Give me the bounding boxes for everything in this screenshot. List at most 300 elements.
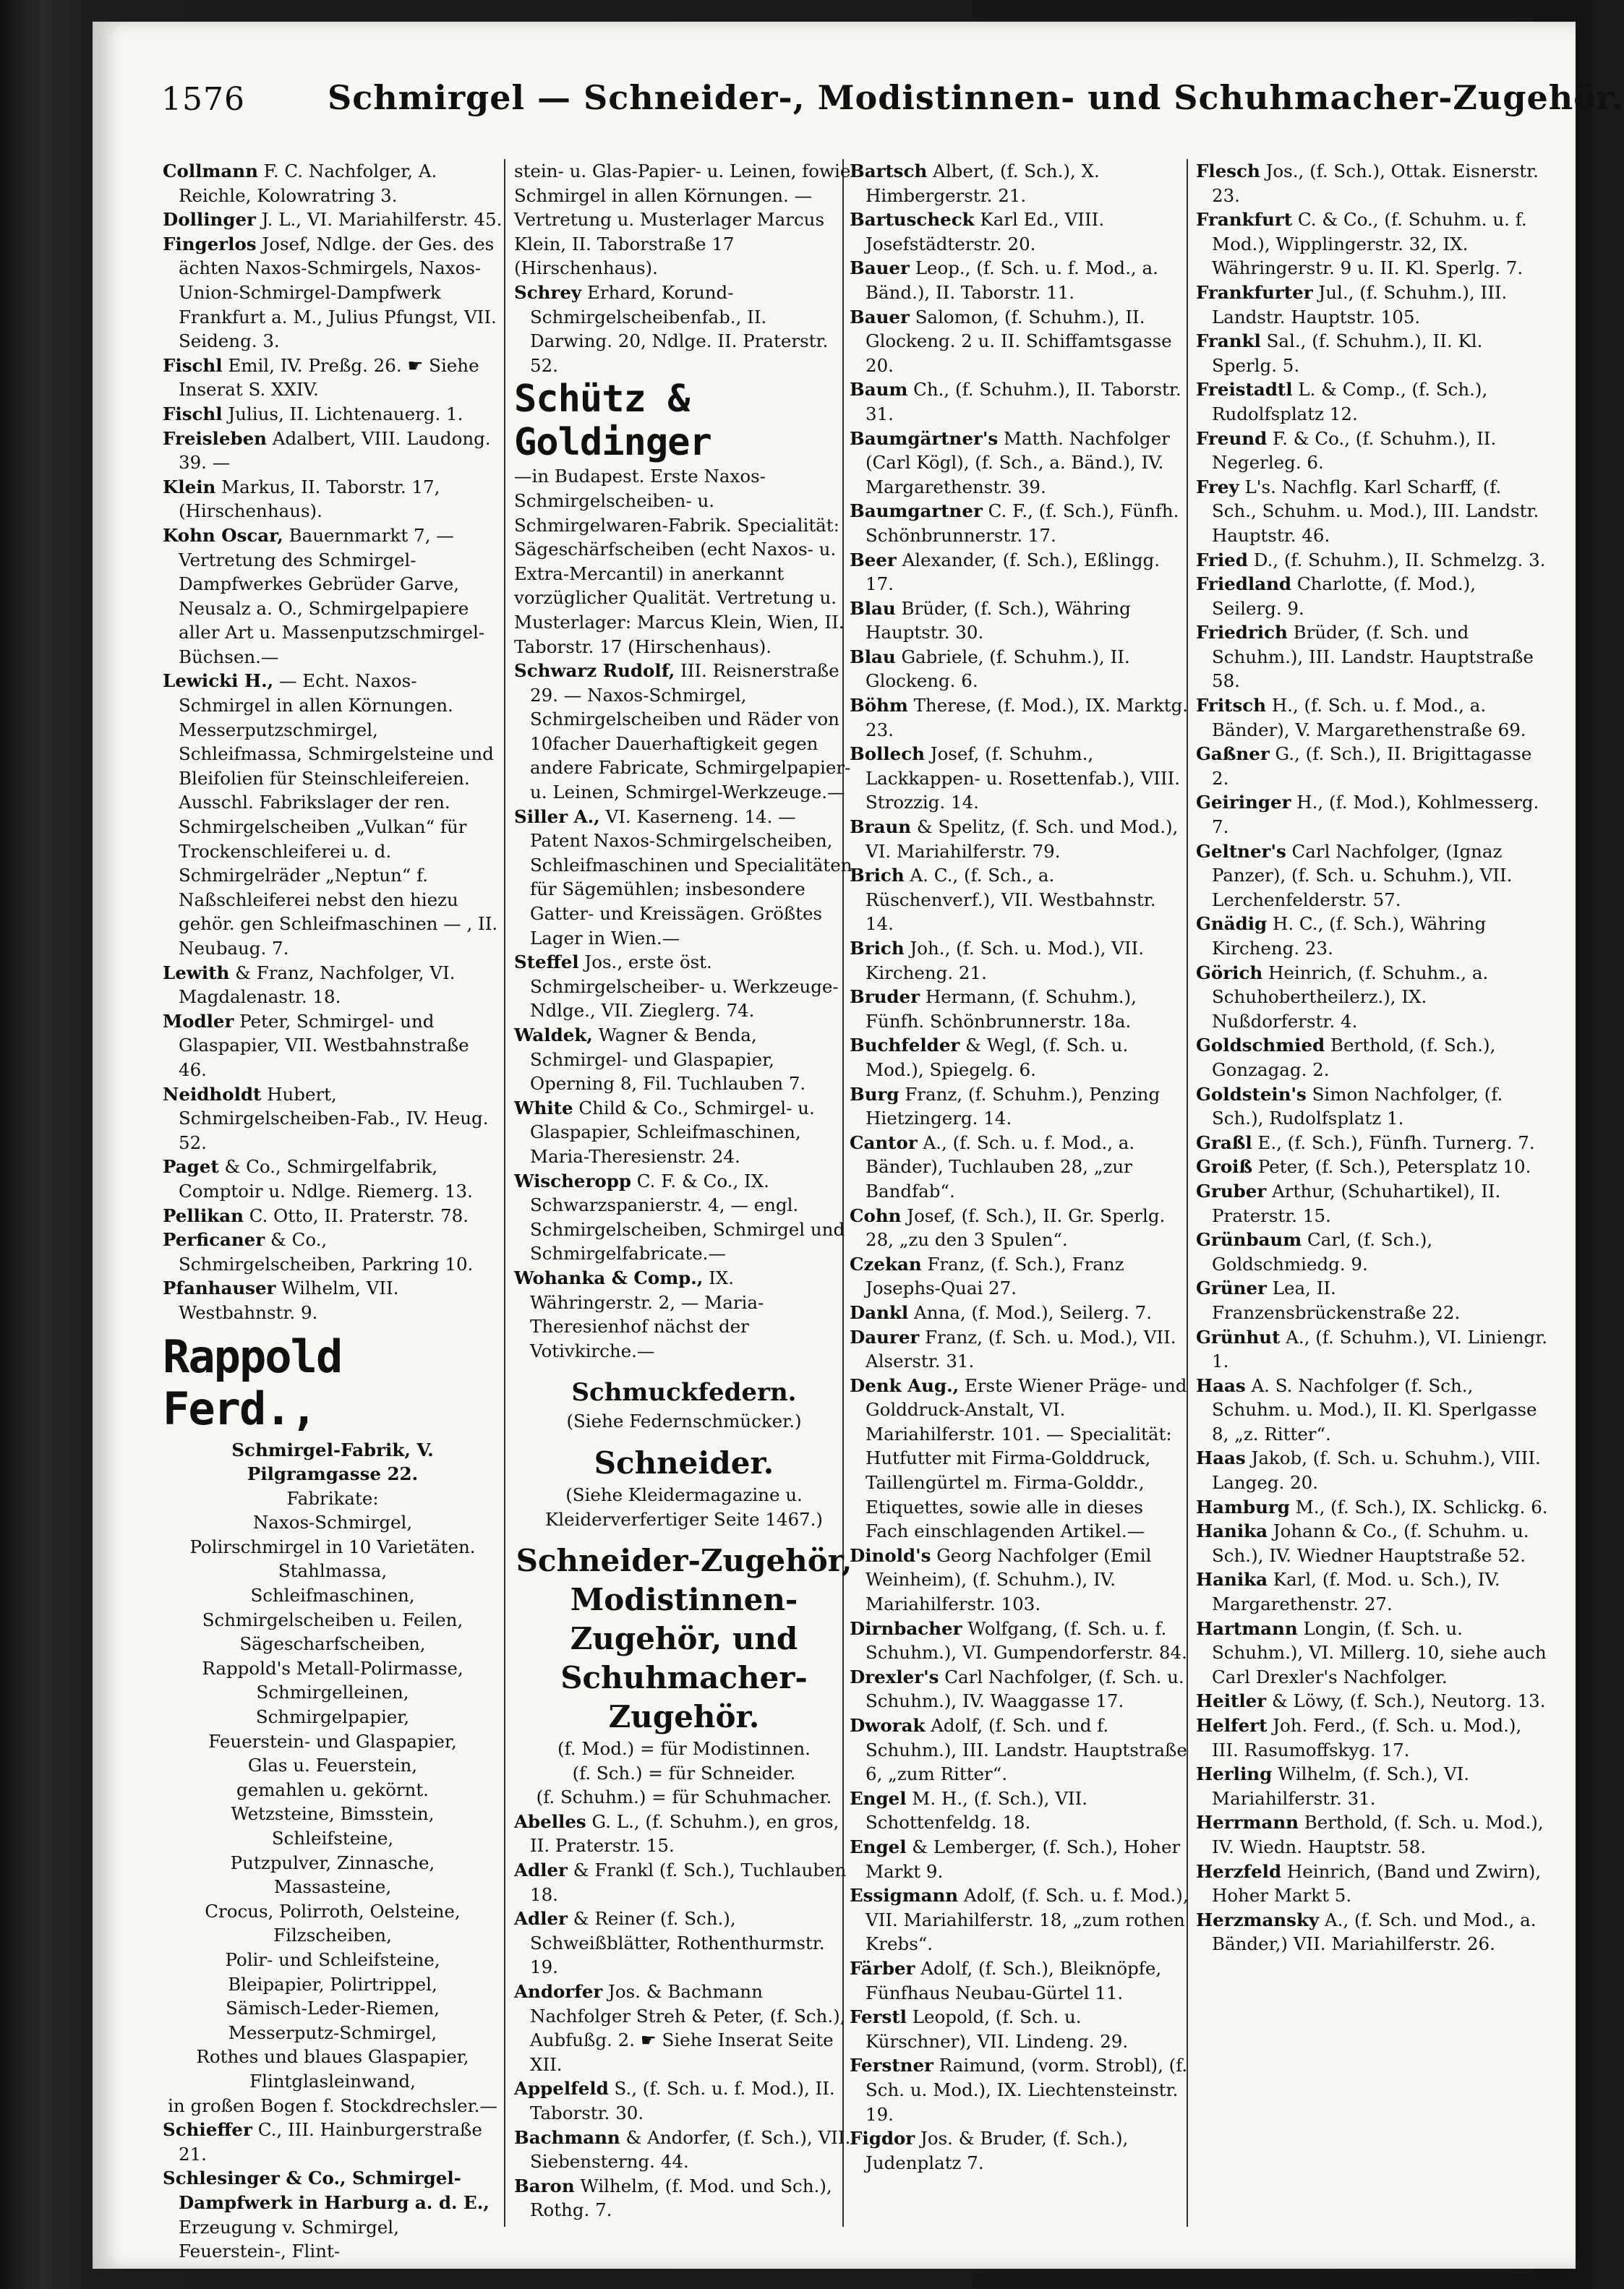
- entry-text: Bauernmarkt 7, — Vertretung des Schmirgel-Dampfwerkes Gebrüder Garve, Neusalz a. O., Schmirgelpapiere aller Art u. Massenputzschmirgel-Büchsen.—: [179, 524, 485, 667]
- entry-name: Cantor: [850, 1131, 918, 1153]
- directory-entry: [850, 596, 1189, 645]
- directory-entry: [1196, 1908, 1550, 1956]
- entry-text: Gabriele, (f. Schuhm.), II. Glockeng. 6.: [866, 646, 1130, 692]
- entry-text: Karl, (f. Mod. u. Sch.), IV. Margarethenstr. 27.: [1212, 1569, 1500, 1615]
- entry-text: A., (f. Sch. u. f. Mod., a. Bänder), Tuchlauben 28, „zur Bandfab“.: [866, 1131, 1135, 1202]
- entry-name: Schlesinger & Co., Schmirgel-Dampfwerk in Harburg a. d. E.,: [163, 2168, 490, 2213]
- entry-text: Josef, Ndlge. der Ges. des ächten Naxos-Schmirgels, Naxos-Union-Schmirgel-Dampfwerk Frankfurt a. M., Julius Pfungst, VII. Seideng. 3.: [179, 233, 497, 352]
- advert-item: Schmirgelleinen,: [256, 1682, 409, 1703]
- directory-entry: [1196, 548, 1550, 573]
- directory-entry: [1196, 790, 1550, 839]
- advert-item: Wetzsteine, Bimsstein,: [231, 1803, 435, 1825]
- entry-text: Josef, (f. Schuhm., Lackkappen- u. Rosettenfab.), VIII. Strozzig. 14.: [866, 743, 1180, 813]
- entry-name: Bauer: [850, 306, 910, 328]
- entry-name: Pfanhauser: [163, 1278, 276, 1299]
- entry-text: & Co., Schmirgelfabrik, Comptoir u. Ndlge. Riemerg. 13.: [179, 1156, 473, 1202]
- entry-text: H. C., (f. Sch.), Währing Kircheng. 23.: [1212, 913, 1487, 959]
- entry-name: Baum: [850, 379, 908, 401]
- entry-name: Hanika: [1196, 1569, 1268, 1591]
- entry-name: Klein: [163, 476, 216, 497]
- entry-name: Frankfurter: [1196, 281, 1313, 303]
- entry-name: Kohn Oscar,: [163, 524, 283, 546]
- advert-item: Polir- und Schleifsteine,: [225, 1948, 440, 1970]
- entry-text: Jos. & Bachmann Nachfolger Streh & Peter, (f. Sch.), Aubfußg. 2. ☛ Siehe Inserat Seite XII.: [530, 1981, 846, 2075]
- entry-text: Child & Co., Schmirgel- u. Glaspapier, Schleifmaschinen, Maria-Theresienstr. 24.: [530, 1097, 815, 1167]
- entry-name: Friedrich: [1196, 622, 1288, 643]
- entry-text: Wilhelm, (f. Sch.), VI. Mariahilferstr. 31.: [1212, 1763, 1470, 1809]
- entry-text: Heinrich, (f. Schuhm., a. Schuhobertheilerz.), IX. Nußdorferstr. 4.: [1212, 962, 1489, 1032]
- section-note: (Siehe Federnschmücker.): [566, 1411, 802, 1432]
- entry-text: M., (f. Sch.), IX. Schlickg. 6.: [1289, 1496, 1548, 1518]
- entry-text: Alexander, (f. Sch.), Eßlingg. 17.: [866, 549, 1160, 595]
- entry-text: Markus, II. Taborstr. 17, (Hirschenhaus).: [179, 476, 440, 522]
- advert-item: Glas u. Feuerstein,: [247, 1755, 418, 1776]
- entry-name: Essigmann: [850, 1885, 959, 1907]
- entry-text: Wolfgang, (f. Sch. u. f. Schuhm.), VI. Gumpendorferstr. 84.: [866, 1617, 1187, 1664]
- entry-text: Arthur, (Schuhartikel), II. Praterstr. 15.: [1212, 1180, 1501, 1226]
- directory-entry: [850, 1883, 1189, 1956]
- entry-text: & Wegl, (f. Sch. u. Mod.), Spiegelg. 6.: [866, 1035, 1129, 1080]
- directory-entry: [850, 2126, 1189, 2175]
- entry-text: Wagner & Benda, Schmirgel- und Glaspapier, Operning 8, Fil. Tuchlauben 7.: [530, 1024, 806, 1095]
- entry-text: H., (f. Mod.), Kohlmesserg. 7.: [1212, 792, 1539, 838]
- entry-name: Baumgartner: [850, 500, 983, 522]
- directory-entry: [163, 232, 503, 354]
- entry-name: Grünhut: [1196, 1326, 1281, 1348]
- entry-name: Baron: [514, 2175, 575, 2196]
- entry-name: Haas: [1196, 1374, 1246, 1396]
- rappold-advert: [163, 1331, 503, 2118]
- entry-text: VI. Kaserneng. 14. — Patent Naxos-Schmirgelscheiben, Schleifmaschinen und Specialitäten für Sägemühlen; insbesondere Gatter- und Kreissägen. Größtes Lager in Wien.—: [530, 805, 852, 949]
- directory-entry: [850, 427, 1189, 500]
- entry-text: F. C. Nachfolger, A. Reichle, Kolowratring 3.: [179, 161, 437, 206]
- advert-item: Filzscheiben,: [273, 1925, 392, 1946]
- entry-text: Jakob, (f. Sch. u. Schuhm.), VIII. Langeg. 20.: [1212, 1447, 1541, 1494]
- entry-text: Joh., (f. Sch. u. Mod.), VII. Kircheng. 21.: [866, 938, 1144, 983]
- entry-name: Dollinger: [163, 209, 256, 231]
- directory-entry: [514, 950, 854, 1023]
- entry-name: Gaßner: [1196, 743, 1270, 765]
- entry-text: Therese, (f. Mod.), IX. Marktg. 23.: [866, 695, 1189, 740]
- entry-text: Erhard, Korund-Schmirgelscheibenfab., II. Darwing. 20, Ndlge. II. Praterstr. 52.: [530, 281, 829, 376]
- entry-text: A. S. Nachfolger (f. Sch., Schuhm. u. Mod.), II. Kl. Sperlgasse 8, „z. Ritter“.: [1212, 1374, 1537, 1445]
- directory-entry: [1196, 329, 1550, 377]
- entry-name: Frey: [1196, 476, 1239, 497]
- section-heading-zugehoer: Schneider-Zugehör, Modistinnen-Zugehör, und Schuhmacher-Zugehör.: [516, 1543, 852, 1735]
- entry-text: Leopold, (f. Sch. u. Kürschner), VII. Lindeng. 29.: [866, 2006, 1129, 2052]
- column-2: [514, 159, 854, 2241]
- directory-entry: [1196, 1155, 1550, 1179]
- entry-text: Carl Nachfolger, (Ignaz Panzer), (f. Sch. u. Schuhm.), VII. Lerchenfelderstr. 57.: [1212, 840, 1513, 910]
- entry-text: A., (f. Schuhm.), VI. Liniengr. 1.: [1212, 1326, 1548, 1372]
- entry-name: Wischeropp: [514, 1170, 632, 1191]
- directory-entry: [1196, 1082, 1550, 1131]
- entry-name: Figdor: [850, 2128, 915, 2149]
- entry-name: Bachmann: [514, 2126, 620, 2148]
- schuetz-goldinger-advert: [514, 377, 854, 659]
- directory-entry: [1196, 1810, 1550, 1859]
- entry-text: Ch., (f. Schuhm.), II. Taborstr. 31.: [866, 379, 1181, 424]
- directory-entry: [163, 2118, 503, 2166]
- entry-name: Adler: [514, 1860, 568, 1881]
- page-header: [161, 78, 1624, 136]
- entry-name: Görich: [1196, 962, 1263, 983]
- entry-name: Grünbaum: [1196, 1229, 1302, 1251]
- entry-name: Bauer: [850, 257, 910, 279]
- directory-entry: [850, 2053, 1189, 2126]
- entry-name: Ferstl: [850, 2006, 907, 2028]
- directory-entry: [514, 1266, 854, 1363]
- entry-name: Dirnbacher: [850, 1617, 962, 1639]
- directory-entry: [1196, 620, 1550, 693]
- entry-name: Dinold's: [850, 1544, 931, 1566]
- abbreviation-legend: [514, 1737, 854, 1810]
- entry-name: Groiß: [1196, 1156, 1253, 1178]
- entry-list: [514, 659, 854, 1363]
- directory-entry: [850, 499, 1189, 547]
- entry-text: & Reiner (f. Sch.), Schweißblätter, Rothenthurmstr. 19.: [530, 1908, 825, 1978]
- directory-page: [93, 22, 1624, 2269]
- entry-name: Blau: [850, 646, 896, 667]
- directory-entry: [163, 475, 503, 523]
- directory-entry: [514, 1096, 854, 1169]
- entry-text: Joh. Ferd., (f. Sch. u. Mod.), III. Rasumoffskyg. 17.: [1212, 1715, 1522, 1760]
- directory-entry: [850, 1544, 1189, 1617]
- directory-entry: [1196, 159, 1550, 207]
- entry-name: Modler: [163, 1010, 234, 1032]
- directory-entry: [850, 1301, 1189, 1325]
- entry-text: Leop., (f. Sch. u. f. Mod., a. Bänd.), II. Taborstr. 11.: [866, 257, 1158, 303]
- entry-name: Goldschmied: [1196, 1035, 1325, 1056]
- entry-text: Hermann, (f. Schuhm.), Fünfh. Schönbrunnerstr. 18a.: [866, 986, 1137, 1032]
- directory-entry: [514, 805, 854, 951]
- entry-text: Jul., (f. Schuhm.), III. Landstr. Hauptstr. 105.: [1212, 281, 1508, 328]
- entry-name: Siller A.,: [514, 805, 600, 827]
- directory-entry: [850, 377, 1189, 426]
- advert-text: —in Budapest. Erste Naxos-Schmirgelscheiben- u. Schmirgelwaren-Fabrik. Specialität: Sägeschärfscheiben (echt Naxos- u. Extra-Mercantil) in anerkannt vorzüglicher Qualität. Vertretung u. Musterlager: Marcus Klein, Wien, II. Taborstr. 17 (Hirschenhaus).: [514, 466, 845, 657]
- section-heading-schneider: Schneider.: [594, 1445, 774, 1481]
- directory-entry: [850, 1956, 1189, 2005]
- entry-text: Erste Wiener Präge- und Golddruck-Anstalt, VI. Mariahilferstr. 101. — Specialität: Hutfutter mit Firma-Golddruck, Taillengürtel m. Firma-Golddr., Etiquettes, sowie alle in dieses Fach einschlagenden Artikel.—: [866, 1374, 1187, 1542]
- advert-item: Rothes und blaues Glaspapier,: [196, 2046, 469, 2068]
- directory-entry: [1196, 1374, 1550, 1447]
- entry-text: Georg Nachfolger (Emil Weinheim), (f. Schuhm.), IV. Mariahilferstr. 103.: [866, 1544, 1152, 1615]
- entry-text: Matth. Nachfolger (Carl Kögl), (f. Sch., a. Bänd.), IV. Margarethenstr. 39.: [866, 427, 1170, 497]
- column-rule: [504, 159, 505, 2227]
- directory-entry: [850, 1713, 1189, 1787]
- entry-text: H., (f. Sch. u. f. Mod., a. Bänder), V. Margarethenstraße 69.: [1212, 695, 1526, 740]
- advert-item: Rappold's Metall-Polirmasse,: [202, 1657, 463, 1679]
- entry-text: Wilhelm, (f. Mod. und Sch.), Rothg. 7.: [530, 2175, 832, 2221]
- entry-text: Jos., (f. Sch.), Ottak. Eisnerstr. 23.: [1212, 161, 1539, 206]
- entry-name: Herling: [1196, 1763, 1273, 1785]
- directory-entry: [1196, 1276, 1550, 1325]
- entry-name: Friedland: [1196, 573, 1292, 595]
- directory-entry: [163, 402, 503, 427]
- entry-name: Collmann: [163, 161, 258, 181]
- advert-item: Polirschmirgel in 10 Varietäten.: [189, 1536, 476, 1557]
- entry-text: M. H., (f. Sch.), VII. Schottenfeldg. 18.: [866, 1787, 1088, 1834]
- entry-text: & Andorfer, (f. Sch.), VII. Siebensterng. 44.: [530, 2126, 851, 2173]
- entry-text: Charlotte, (f. Mod.), Seilerg. 9.: [1212, 573, 1476, 619]
- advert-item: Putzpulver, Zinnasche,: [230, 1852, 435, 1873]
- directory-entry: [850, 1617, 1189, 1665]
- directory-entry: [850, 936, 1189, 985]
- directory-entry: [850, 1204, 1189, 1252]
- directory-entry: [1196, 1617, 1550, 1690]
- entry-name: Schwarz Rudolf,: [514, 660, 675, 682]
- entry-name: Drexler's: [850, 1666, 939, 1687]
- directory-entry: [514, 659, 854, 805]
- entry-name: Bruder: [850, 986, 920, 1008]
- column-4: [1196, 159, 1550, 2241]
- entry-name: Freisleben: [163, 427, 267, 449]
- entry-name: Beer: [850, 549, 897, 570]
- entry-text: Wilhelm, VII. Westbahnstr. 9.: [179, 1278, 399, 1323]
- directory-entry: [1196, 912, 1550, 960]
- entry-name: Andorfer: [514, 1981, 603, 2003]
- entry-text: & Co., Schmirgelscheiben, Parkring 10.: [179, 1229, 474, 1275]
- directory-entry: [163, 207, 503, 232]
- entry-name: Fritsch: [1196, 695, 1267, 716]
- directory-entry: [850, 1787, 1189, 1835]
- directory-entry: [1196, 427, 1550, 475]
- directory-entry: [1196, 207, 1550, 281]
- directory-entry: [850, 1325, 1189, 1374]
- entry-name: Goldstein's: [1196, 1083, 1307, 1105]
- directory-entry: [850, 1835, 1189, 1883]
- entry-text: Peter, Schmirgel- und Glaspapier, VII. Westbahnstraße 46.: [179, 1010, 469, 1080]
- entry-name: Bartuscheck: [850, 209, 975, 231]
- directory-entry: [514, 281, 854, 377]
- entry-name: Flesch: [1196, 161, 1260, 181]
- entry-name: Hanika: [1196, 1520, 1268, 1542]
- entry-text: & Lemberger, (f. Sch.), Hoher Markt 9.: [866, 1836, 1181, 1882]
- directory-entry: [163, 1009, 503, 1082]
- entry-name: Appelfeld: [514, 2078, 609, 2100]
- entry-text: Brüder, (f. Sch. und Schuhm.), III. Landstr. Hauptstraße 58.: [1212, 622, 1534, 692]
- entry-name: Pellikan: [163, 1205, 244, 1226]
- entry-name: Dankl: [850, 1301, 909, 1323]
- entry-text: Simon Nachfolger, (f. Sch.), Rudolfsplatz 1.: [1212, 1083, 1503, 1129]
- entry-text: Emil, IV. Preßg. 26. ☛ Siehe Inserat S. XXIV.: [179, 354, 479, 401]
- entry-name: Daurer: [850, 1326, 920, 1348]
- directory-entry: [514, 2174, 854, 2222]
- legend-line: (f. Sch.) = für Schneider.: [572, 1762, 796, 1784]
- entry-name: Herzmansky: [1196, 1909, 1320, 1930]
- entry-text: L's. Nachflg. Karl Scharff, (f. Sch., Schuhm. u. Mod.), III. Landstr. Hauptstr. 46.: [1212, 476, 1539, 546]
- page-number: 1576: [161, 81, 245, 118]
- entry-text: Albert, (f. Sch.), X. Himbergerstr. 21.: [866, 161, 1100, 206]
- entry-text: Adolf, (f. Sch. und f. Schuhm.), III. Landstr. Hauptstraße 6, „zum Ritter“.: [866, 1715, 1187, 1785]
- directory-entry: [1196, 1446, 1550, 1494]
- advert-item: gemahlen u. gekörnt.: [236, 1779, 429, 1800]
- entry-name: Heitler: [1196, 1690, 1267, 1712]
- advert-item: Schmirgelscheiben u. Feilen,: [202, 1609, 463, 1630]
- entry-text: Adalbert, VIII. Laudong. 39. —: [179, 427, 491, 474]
- directory-entry: [850, 305, 1189, 378]
- directory-entry: [850, 985, 1189, 1033]
- directory-entry: [850, 256, 1189, 304]
- directory-entry: [1196, 1033, 1550, 1082]
- advert-item: Sämisch-Leder-Riemen,: [226, 1998, 440, 2019]
- entry-text: Raimund, (vorm. Strobl), (f. Sch. u. Mod.), IX. Liechtensteinstr. 19.: [866, 2055, 1188, 2125]
- directory-entry: [163, 523, 503, 669]
- entry-name: Neidholdt: [163, 1083, 262, 1105]
- advert-item: Schleifsteine,: [271, 1828, 394, 1849]
- directory-entry: [1196, 1689, 1550, 1713]
- advert-item: Naxos-Schmirgel,: [252, 1512, 413, 1533]
- entry-name: White: [514, 1097, 573, 1118]
- advert-item: Schleifmaschinen,: [250, 1585, 415, 1606]
- entry-name: Ferstner: [850, 2055, 933, 2076]
- directory-entry: [163, 1082, 503, 1155]
- entry-name: Perficaner: [163, 1229, 265, 1251]
- entry-name: Hamburg: [1196, 1496, 1290, 1518]
- directory-entry: [850, 1252, 1189, 1301]
- entry-text: J. L., VI. Mariahilferstr. 45.: [255, 209, 503, 231]
- entry-list: [163, 159, 503, 1325]
- directory-entry: [1196, 1567, 1550, 1616]
- entry-name: Frankfurt: [1196, 209, 1293, 231]
- entry-text: Anna, (f. Mod.), Seilerg. 7.: [908, 1301, 1153, 1323]
- entry-text: E., (f. Sch.), Fünfh. Turnerg. 7.: [1252, 1131, 1535, 1153]
- entry-text: Berthold, (f. Sch. u. Mod.), IV. Wiedn. Hauptstr. 58.: [1212, 1812, 1544, 1857]
- entry-list: [850, 159, 1189, 2175]
- directory-entry: [850, 1374, 1189, 1544]
- entry-name: Wohanka & Comp.,: [514, 1267, 704, 1288]
- entry-name: Helfert: [1196, 1715, 1268, 1736]
- entry-name: Fried: [1196, 549, 1248, 570]
- directory-entry: [514, 2076, 854, 2125]
- directory-entry: [514, 1980, 854, 2076]
- entry-text: S., (f. Sch. u. f. Mod.), II. Taborstr. 30.: [530, 2078, 835, 2123]
- entry-name: Frankl: [1196, 330, 1261, 352]
- entry-name: Lewith: [163, 962, 230, 983]
- entry-text: Berthold, (f. Sch.), Gonzagag. 2.: [1212, 1035, 1496, 1080]
- entry-name: Geiringer: [1196, 792, 1291, 813]
- legend-line: (f. Schuhm.) = für Schuhmacher.: [536, 1787, 832, 1808]
- entry-name: Geltner's: [1196, 840, 1286, 862]
- entry-text: Jos., erste öst. Schmirgelscheiber- u. Werkzeuge-Ndlge., VII. Zieglerg. 74.: [530, 951, 839, 1022]
- entry-name: Gruber: [1196, 1180, 1267, 1202]
- directory-entry: [850, 863, 1189, 936]
- directory-entry: [163, 669, 503, 960]
- directory-entry: [1196, 1131, 1550, 1155]
- entry-name: Denk Aug.,: [850, 1374, 960, 1396]
- section-note: (Siehe Kleidermagazine u. Kleiderverfertiger Seite 1467.): [544, 1484, 823, 1530]
- entry-name: Baumgärtner's: [850, 427, 999, 449]
- column-1: [163, 159, 503, 2262]
- entry-text: A., (f. Sch. und Mod., a. Bänder,) VII. Mariahilferstr. 26.: [1212, 1909, 1537, 1955]
- entry-text: IX. Währingerstr. 2, — Maria-Theresienhof nächst der Votivkirche.—: [530, 1267, 764, 1361]
- entry-text: D., (f. Schuhm.), II. Schmelzg. 3.: [1247, 549, 1546, 570]
- directory-entry: [1196, 281, 1550, 329]
- directory-entry: [850, 2005, 1189, 2053]
- entry-name: Freund: [1196, 427, 1268, 449]
- entry-name: Färber: [850, 1957, 915, 1979]
- entry-name: Lewicki H.,: [163, 670, 274, 692]
- directory-entry: [850, 742, 1189, 815]
- advert-item: Schmirgelpapier,: [255, 1706, 410, 1728]
- entry-text: Salomon, (f. Schuhm.), II. Glockeng. 2 u. II. Schiffamtsgasse 20.: [866, 306, 1172, 376]
- entry-text: Brüder, (f. Sch.), Währing Hauptstr. 30.: [866, 597, 1131, 643]
- directory-entry: [850, 159, 1189, 207]
- directory-entry: [1196, 1519, 1550, 1567]
- directory-entry: [514, 1907, 854, 1980]
- directory-entry: [1196, 377, 1550, 426]
- advert-subtitle: Schmirgel-Fabrik, V. Pilgramgasse 22.: [231, 1439, 434, 1485]
- entry-text: & Frankl (f. Sch.), Tuchlauben 18.: [530, 1860, 847, 1905]
- entry-text: Franz, (f. Schuhm.), Penzing Hietzingerg. 14.: [866, 1083, 1161, 1129]
- column-3: [850, 159, 1189, 2241]
- advert-name: Schütz & Goldinger: [514, 377, 711, 465]
- directory-entry: [163, 1228, 503, 1276]
- directory-entry: [163, 427, 503, 475]
- directory-entry: [1196, 1762, 1550, 1810]
- entry-text: III. Reisnerstraße 29. — Naxos-Schmirgel, Schmirgelscheiben und Räder von 10facher Dauerhaftigkeit gegen andere Fabricate, Schmirgelpapier- u. Leinen, Schmirgel-Werkzeuge.—: [530, 660, 851, 803]
- entry-list: [514, 281, 854, 377]
- entry-text: Longin, (f. Sch. u. Schuhm.), VI. Millerg. 10, siehe auch Carl Drexler's Nachfolger.: [1212, 1617, 1547, 1687]
- entry-text: Johann & Co., (f. Schuhm. u. Sch.), IV. Wiedner Hauptstraße 52.: [1212, 1520, 1529, 1566]
- advert-item: Sägescharfscheiben,: [239, 1633, 426, 1655]
- entry-text: C. F. & Co., IX. Schwarzspanierstr. 4, — engl. Schmirgelscheiben, Schmirgel und Schmirgelfabricate.—: [530, 1170, 845, 1265]
- entry-text: Peter, (f. Sch.), Petersplatz 10.: [1252, 1156, 1531, 1178]
- advert-item: Flintglasleinwand,: [249, 2070, 416, 2092]
- directory-entry: [1196, 1860, 1550, 1908]
- directory-entry: [1196, 1228, 1550, 1276]
- directory-entry: [514, 1858, 854, 1907]
- entry-name: Paget: [163, 1156, 219, 1178]
- entry-name: Braun: [850, 816, 912, 838]
- entry-text: Adolf, (f. Sch. u. f. Mod.), VII. Mariahilferstr. 18, „zum rothen Krebs“.: [866, 1885, 1189, 1955]
- advert-heading: Fabrikate:: [286, 1487, 379, 1509]
- entry-text: F. & Co., (f. Schuhm.), II. Negerleg. 6.: [1212, 427, 1497, 474]
- entry-name: Adler: [514, 1908, 568, 1930]
- directory-entry: [1196, 1713, 1550, 1762]
- directory-entry: [163, 1276, 503, 1325]
- entry-text: L. & Comp., (f. Sch.), Rudolfsplatz 12.: [1212, 379, 1488, 424]
- entry-name: Cohn: [850, 1205, 902, 1226]
- section-heading-schmuckfedern: Schmuckfedern.: [571, 1378, 797, 1408]
- entry-name: Fingerlos: [163, 233, 257, 254]
- entry-text: A. C., (f. Sch., a. Rüschenverf.), VII. Westbahnstr. 14.: [866, 865, 1156, 935]
- entry-text: G., (f. Sch.), II. Brigittagasse 2.: [1212, 743, 1532, 789]
- entry-text: Jos. & Bruder, (f. Sch.), Judenplatz 7.: [866, 2128, 1129, 2173]
- entry-name: Böhm: [850, 695, 908, 716]
- entry-text: C. F., (f. Sch.), Fünfh. Schönbrunnerstr. 17.: [866, 500, 1179, 546]
- directory-entry: [850, 1033, 1189, 1082]
- entry-name: Waldek,: [514, 1024, 593, 1045]
- entry-text: Lea, II. Franzensbrückenstraße 22.: [1212, 1278, 1461, 1323]
- entry-text: Heinrich, (Band und Zwirn), Hoher Markt 5.: [1212, 1860, 1542, 1907]
- entry-name: Abelles: [514, 1810, 586, 1832]
- entry-name: Freistadtl: [1196, 379, 1293, 401]
- entry-text: & Löwy, (f. Sch.), Neutorg. 13.: [1266, 1690, 1546, 1712]
- entry-text: Erzeugung v. Schmirgel, Feuerstein-, Flint-: [179, 2216, 399, 2262]
- entry-list: [163, 2118, 503, 2264]
- directory-entry: [850, 207, 1189, 256]
- directory-entry: [163, 1204, 503, 1228]
- directory-entry: [514, 1810, 854, 1858]
- directory-entry: [1196, 475, 1550, 548]
- advert-item: Feuerstein- und Glaspapier,: [208, 1730, 457, 1752]
- entry-name: Steffel: [514, 951, 579, 973]
- entry-list: [1196, 159, 1550, 1956]
- entry-text: Carl Nachfolger, (f. Sch. u. Schuhm.), IV. Waaggasse 17.: [866, 1666, 1184, 1712]
- running-head: Schmirgel — Schneider-, Modistinnen- und Schuhmacher-Zugehör.: [328, 78, 1624, 117]
- advert-item: Crocus, Polirroth, Oelsteine,: [205, 1900, 461, 1922]
